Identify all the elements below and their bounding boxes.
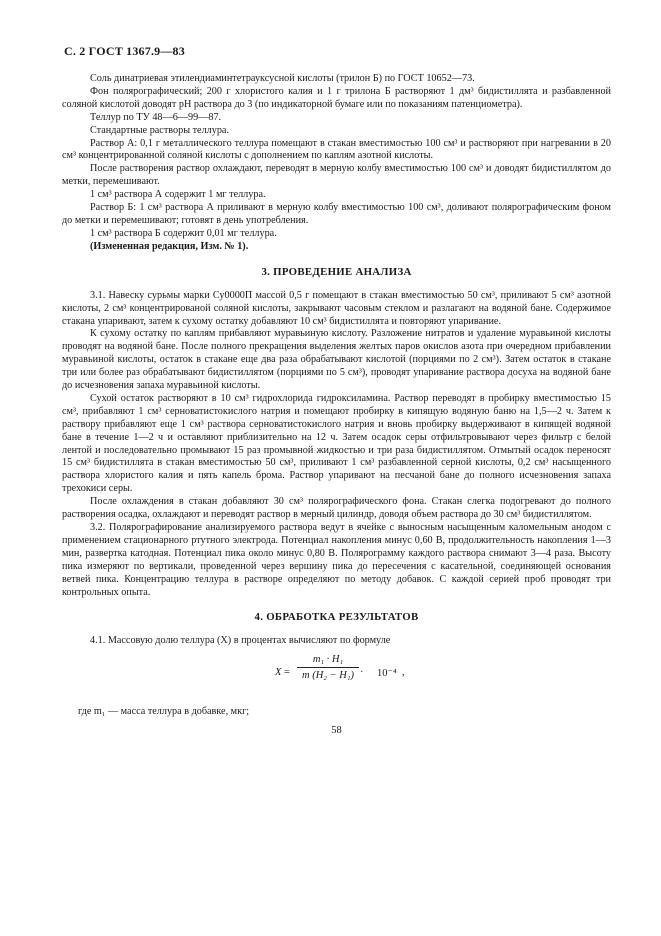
formula-where: где m₁ — масса теллура в добавке, мкг; (78, 706, 250, 718)
formula-denominator: m (H₂ − H₁) (301, 670, 354, 682)
formula-equals: = (284, 667, 290, 679)
formula (62, 652, 611, 702)
intro-paragraph: 1 см³ раствора Б содержит 0,01 мг теллура. (90, 227, 277, 239)
page-header: С. 2 ГОСТ 1367.9—83 (64, 44, 185, 58)
section-4-intro: 4.1. Массовую долю теллура (X) в процентах вычисляют по формуле (90, 635, 391, 647)
intro-paragraph: После растворения раствор охлаждают, переводят в мерную колбу вместимостью 100 см³ и доводят бидистиллятом до метки, перемешивают. (62, 163, 611, 188)
intro-paragraph: Фон полярографический; 200 г хлористого калия и 1 г трилона Б растворяют 1 дм³ бидистиллята и разбавленной соляной кислотой доводят рН раствора до 3 (по индикаторной бумаге или по показаниям патенциометра). (62, 85, 611, 110)
intro-paragraph: Стандартные растворы теллура. (90, 124, 229, 136)
formula-fraction (297, 654, 359, 681)
formula-multiplier: · (360, 667, 364, 679)
section-3-paragraph: 3.1. Навеску сурьмы марки Су0000П массой 0,5 г помещают в стакан вместимостью 50 см³, приливают 5 см³ азотной кислоты, 2 см³ концентрированой соляной кислоты, закрывают часовым стеклом и разлагают на водяной бане. Содержимое стакана упаривают, затем к сухому остатку добавляют 10 см³ бидистиллята и повторяют упаривание. (62, 289, 611, 327)
section-3-title: 3. ПРОВЕДЕНИЕ АНАЛИЗА (261, 265, 412, 278)
section-4-title: 4. ОБРАБОТКА РЕЗУЛЬТАТОВ (254, 611, 419, 624)
section-3-paragraph: Сухой остаток растворяют в 10 см³ гидрохлорида гидроксиламина. Раствор переводят в пробирку вместимостью 15 см³, прибавляют 1 см³ серноватистокислого натрия и помещают пробирку в кипящую водяную баню на 1,5—2 ч. Затем к раствору прибавляют еще 1 см³ раствора серноватистокислого натрия и вновь пробирку выдерживают в кипящей водяной бане в течение 1—2 ч и оставляют приблизительно на 12 ч. Затем осадок серы отфильтровывают через фильтр с белой лентой и последовательно промывают 15 раз промывной жидкостью и три раза бидистиллятом. Отмытый осадок переносят 15 см³ бидистиллята в стакан вместимостью 50 см³, приливают 1 см³ разбавленной серной кислоты, 0,2 см³ насыщенного раствора хлористого калия и пять капель брома. Раствор упаривают на песчаной бане до полного исчезновения запаха трехокиси серы. (62, 392, 611, 495)
section-3-paragraph: После охлаждения в стакан добавляют 30 см³ полярографического фона. Стакан слегка подогревают до полного растворения осадка, охлаждают и переводят раствор в мерный цилиндр, доводя объем раствора до 30 см³ бидистиллятом. (62, 496, 611, 521)
intro-paragraph: Теллур по ТУ 48—6—99—87. (90, 111, 222, 123)
intro-paragraph: Соль динатриевая этилендиаминтетрауксусной кислоты (трилон Б) по ГОСТ 10652—73. (90, 73, 475, 84)
formula-tail: , (402, 667, 405, 679)
section-3-paragraph: 3.2. Полярографирование анализируемого раствора ведут в ячейке с выносным насыщенным каломельным анодом с применением стационарного ртутного электрода. Потенциал накопления минус 0,60 В, продолжительность накопления 1—3 мин, развертка катодная. Потенциал пика около минус 0,80 В. Полярограмму каждого раствора снимают 3—4 раза. Высоту пика измеряют по вертикали, проведенной через вершину пика до пересечения с касательной, соединяющей основания ветвей пика. Концентрацию теллура в растворе определяют по методу добавок. С каждой серией проб проводят три контрольных опыта. (62, 522, 611, 598)
amendment-note: (Измененная редакция, Изм. № 1). (90, 240, 249, 252)
intro-paragraph: Раствор Б: 1 см³ раствора А приливают в мерную колбу вместимостью 100 см³, доливают полярографическим фоном до метки и перемешивают; готовят в день употребления. (62, 202, 611, 226)
intro-paragraph: Раствор А: 0,1 г металлического теллура помещают в стакан вместимостью 100 см³ и растворяют при нагревании в 20 см³ концентрированной соляной кислоты с дополнением по каплям азотной кислоты. (62, 137, 611, 162)
formula-lhs: X (275, 667, 282, 679)
formula-power: 10⁻⁴ (377, 668, 397, 680)
formula-numerator: m₁ · H₁ (297, 654, 359, 668)
section-3-paragraph: К сухому остатку по каплям прибавляют муравьиную кислоту. Разложение нитратов и удаление муравьиной кислоты проводят на водяной бане. После полного прекращения выделения желтых паров окислов азота при очередном прибавлении муравьиной кислоты, остаток в стакане еще два раза обрабатывают кислотой (порциями по 2 см³). Затем остаток в стакане три или более раз обрабатывают бидистиллятом (порциями по 5 см³), проводят упаривание раствора досуха на водяной бане до исчезновения запаха муравьиной кислоты. (62, 328, 611, 392)
intro-paragraph: 1 см³ раствора А содержит 1 мг теллура. (90, 189, 266, 201)
page-number: 58 (331, 725, 342, 737)
